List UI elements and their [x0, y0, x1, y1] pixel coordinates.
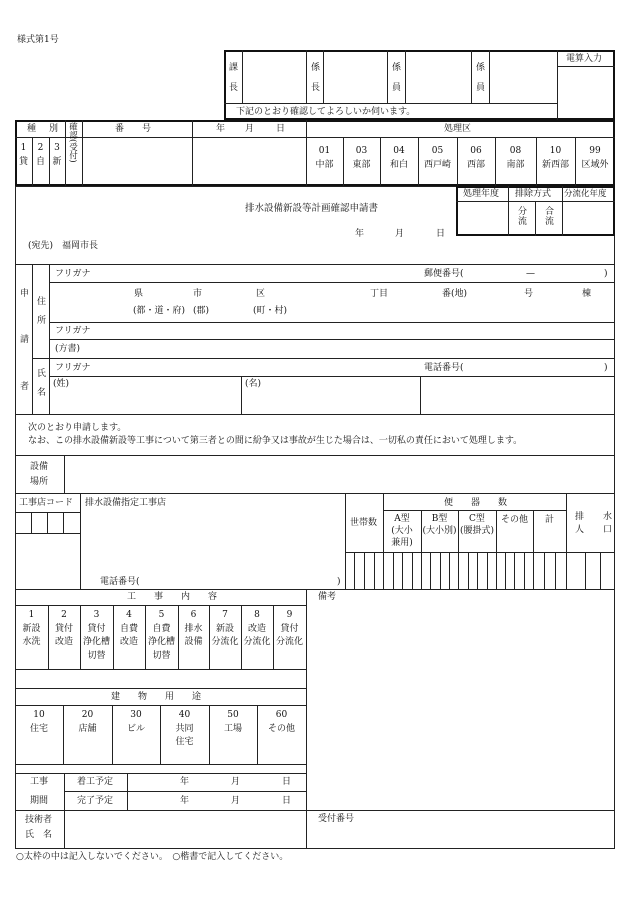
work-item-9: 9 貸付 分流化	[275, 610, 303, 647]
apply-month: 月	[395, 229, 405, 239]
type-3: 3 新	[52, 143, 62, 167]
stamp-label-4a: 係	[476, 63, 486, 73]
form-title: 排水設備新設等計画確認申請書	[245, 203, 379, 214]
contractor-code-label: 工事店コード	[19, 498, 74, 508]
header-day: 日	[276, 124, 286, 134]
addr-todofu: (都・道・府)	[133, 306, 186, 316]
start-month: 月	[231, 777, 241, 787]
remarks-label: 備考	[318, 592, 337, 602]
bunryu-label: 分流	[516, 206, 526, 226]
building-10: 10 住宅	[29, 710, 48, 734]
work-item-3: 3 貸付 浄化槽 切替	[82, 610, 110, 661]
kakunin-label: 確認(受付)	[67, 122, 78, 163]
fixture-a: A型 (大小 兼用)	[391, 514, 413, 549]
densan-label: 電算入力	[566, 54, 603, 64]
district-06: 06 西部	[466, 146, 485, 170]
district-04: 04 和白	[389, 146, 408, 170]
building-20: 20 店舗	[78, 710, 97, 734]
confirm-text: 下記のとおり確認してよろしいか伺います。	[236, 107, 416, 117]
addressee: (宛先) 福岡市長	[28, 241, 99, 251]
district-08: 08 南部	[506, 146, 525, 170]
engineer-label-1: 技術者	[25, 815, 53, 825]
work-title: 工 事 内 容	[127, 592, 218, 602]
shubetsu-label: 種 別	[27, 124, 61, 134]
side-sha: 者	[20, 382, 30, 392]
furigana-name: フリガナ	[55, 363, 91, 373]
footer-notes: ○太枠の中は記入しないでください。 ○楷書で記入してください。	[16, 852, 289, 862]
work-item-8: 8 改造 分流化	[243, 610, 271, 647]
postal-dash: —	[526, 269, 535, 279]
declaration-1: 次のとおり申請します。	[28, 423, 127, 433]
work-item-2: 2 貸付 改造	[54, 610, 73, 647]
addr-shi: 市	[193, 289, 203, 299]
haijo-label: 排除方式	[515, 189, 552, 199]
building-50: 50 工場	[223, 710, 242, 734]
work-item-4: 4 自費 改造	[119, 610, 138, 647]
postal-close: )	[604, 269, 608, 279]
stamp-label-2a: 係	[311, 63, 321, 73]
start-day: 日	[282, 777, 292, 787]
start-year: 年	[180, 777, 190, 787]
work-item-6: 6 排水 設備	[184, 610, 203, 647]
stamp-label-4b: 員	[476, 83, 486, 93]
side-sei: 請	[20, 335, 30, 345]
addr-chouson: (町・村)	[253, 306, 288, 316]
stamp-label-3b: 員	[392, 83, 402, 93]
setaisu-label: 世帯数	[350, 518, 378, 528]
side-shin: 申	[20, 289, 30, 299]
end-month: 月	[231, 796, 241, 806]
jusho-label: 住所	[35, 296, 45, 334]
fixture-other: その他	[500, 515, 528, 525]
fixture-total: 計	[544, 515, 554, 525]
building-60: 60 その他	[267, 710, 295, 734]
work-item-1: 1 新設 水洗	[22, 610, 41, 647]
period-label-2: 期間	[30, 796, 49, 806]
haisui-4: 口	[603, 525, 613, 535]
period-label-1: 工事	[30, 777, 49, 787]
addr-gun: (郡)	[193, 306, 210, 316]
addr-banchi: 番(地)	[442, 289, 468, 299]
haisui-2: 水	[603, 512, 613, 522]
goryu-label: 合流	[543, 206, 553, 226]
header-year: 年	[216, 124, 226, 134]
haisui-1: 排	[575, 512, 585, 522]
type-2: 2 自	[35, 143, 45, 167]
haisui-3: 人	[575, 525, 585, 535]
district-05: 05 西戸崎	[423, 146, 451, 170]
engineer-label-2: 氏 名	[25, 830, 53, 840]
stamp-label-1a: 課	[229, 63, 239, 73]
addr-ku: 区	[256, 289, 266, 299]
apply-year: 年	[355, 229, 365, 239]
district-10: 10 新西部	[541, 146, 569, 170]
basho-label: 場所	[30, 477, 49, 487]
bunryuka-nendo-label: 分流化年度	[564, 189, 607, 199]
mei-label: (名)	[245, 379, 262, 389]
addr-chome: 丁目	[370, 289, 389, 299]
header-month: 月	[245, 124, 255, 134]
fixture-c: C型 (腰掛式)	[459, 514, 495, 537]
uketsuke-label: 受付番号	[318, 814, 355, 824]
building-30: 30 ビル	[126, 710, 145, 734]
fixture-b: B型 (大小別)	[422, 514, 457, 537]
form-number: 様式第1号	[17, 35, 59, 45]
shori-nendo-label: 処理年度	[463, 189, 500, 199]
stamp-label-2b: 長	[311, 83, 321, 93]
addr-ken: 県	[134, 289, 144, 299]
sei-label: (姓)	[53, 379, 70, 389]
postal-label: 郵便番号(	[424, 269, 464, 279]
end-day: 日	[282, 796, 292, 806]
contractor-phone-label: 電話番号(	[100, 577, 140, 587]
furigana-address: フリガナ	[55, 269, 91, 279]
end-year: 年	[180, 796, 190, 806]
district-99: 99 区域外	[581, 146, 609, 170]
work-item-7: 7 新設 分流化	[211, 610, 239, 647]
benki-label: 便 器 数	[444, 498, 508, 508]
shimei-label: 氏名	[35, 368, 45, 406]
work-item-5: 5 自費 浄化槽 切替	[147, 610, 175, 661]
phone-close: )	[604, 363, 608, 373]
contractor-phone-close: )	[337, 577, 341, 587]
phone-label: 電話番号(	[424, 363, 464, 373]
start-label: 着工予定	[77, 777, 114, 787]
building-40: 40 共同 住宅	[175, 710, 194, 747]
setsubi-label: 設備	[30, 462, 49, 472]
apply-day: 日	[436, 229, 446, 239]
declaration-2: なお、この排水設備新設等工事について第三者との間に紛争又は事故が生じた場合は、一切私の責任において処理します。	[28, 436, 523, 446]
district-03: 03 東部	[352, 146, 371, 170]
furigana-katagaki: フリガナ	[55, 326, 91, 336]
building-title: 建 物 用 途	[111, 692, 202, 702]
bango-label: 番 号	[115, 124, 152, 134]
addr-mune: 棟	[582, 289, 592, 299]
stamp-label-3a: 係	[392, 63, 402, 73]
contractor-name-label: 排水設備指定工事店	[85, 498, 167, 508]
katagaki-label: (方書)	[55, 344, 81, 354]
stamp-label-1b: 長	[229, 83, 239, 93]
end-label: 完了予定	[77, 796, 114, 806]
district-01: 01 中部	[315, 146, 334, 170]
addr-go: 号	[524, 289, 534, 299]
shoriku-label: 処理区	[444, 124, 472, 134]
type-1: 1 貸	[18, 143, 28, 167]
